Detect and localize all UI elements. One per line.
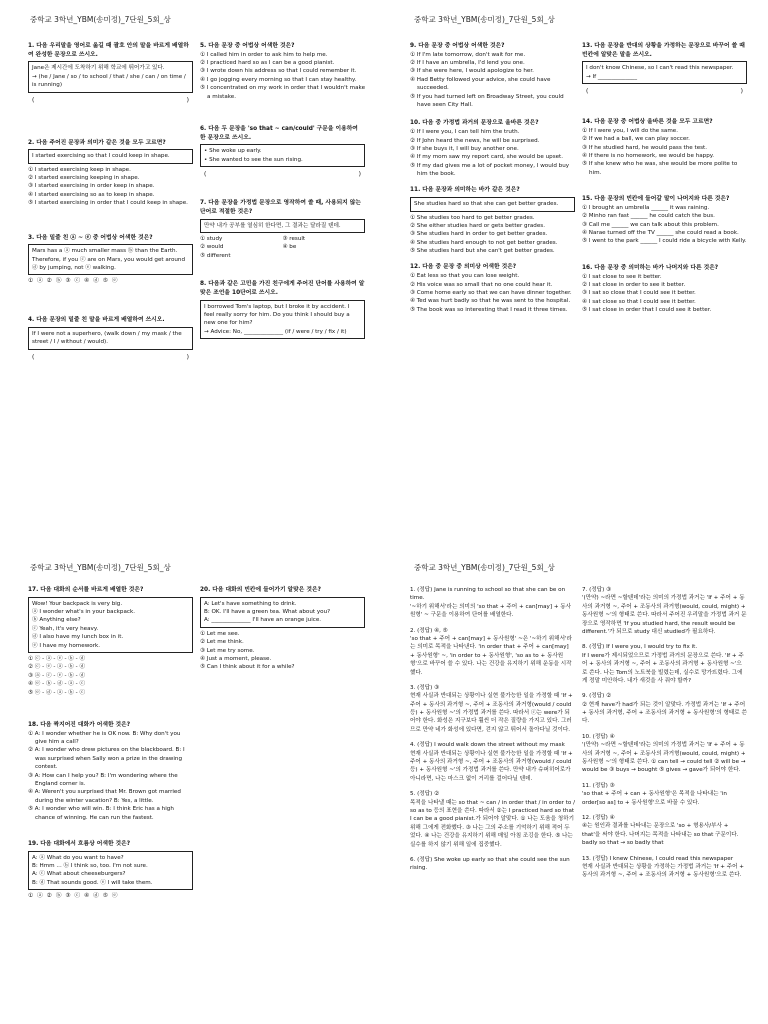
question-9: 9. 다음 문장 중 어법상 어색한 것은? ① If I'm late tomorrow, don't wait for me. ② If I have an umbrella, I'd lend you one. ③ If she were here, I would apologize to her. ④ Had Betty followed your advice, she could have succeeded. ⑤ If you had turned left on Broadway Street, you could have seen City Hall. [410, 43, 564, 109]
page-header: 중학교 3학년_YBM(송미정)_7단원_5회_상 [30, 15, 171, 24]
question-3: 3. 다음 밑줄 친 ⓐ ~ ⓔ 중 어법상 어색한 것은? Mars has a ⓐ much smaller mass ⓑ than the Earth. Therefore, if you ⓒ are on Mars, you would get around ⓓ by jumping, not ⓔ walking. ① ⓐ ② ⓑ ③ ⓒ ④ ⓓ ⑤ ⓔ [28, 234, 193, 287]
question-18: 18. 다음 짝지어진 대화가 어색한 것은? ① A: I wonder whether he is OK now. B: Why don't you give him a call? ② A: I wonder who drew pictures on the blackboard. B: I was surprised when Sally won a prize in the drawing contest. ③ A: How can I help you? B: I'm wondering where the England corner is. ④ A: Weren't you surprised that Mr. Brown got married during the winter vacation? B: Yes, a little. ⑤ A: I wonder who will win. B: I think Eric has a high chance of winning. He can run the fastest. [28, 721, 185, 821]
column-right [200, 586, 365, 678]
question-13: 13. 다음 문장을 반대의 상황을 가정하는 문장으로 바꾸어 쓸 때 빈칸에 알맞은 말을 쓰시오. I don't know Chinese, so I can't read this newspaper. → If ______________ ( ) [582, 42, 747, 96]
answer-3: 3. (정답) ③ 현재 사실과 반대되는 상황이나 실현 불가능한 일을 가정할 때 'If + 주어 + 동사의 과거형 ~, 주어 + 조동사의 과거형(would / could 등) + 동사원형 ~'의 가정법 과거를 쓴다. 따라서 ⓒ는 were가 되어야 한다. 화성은 지구보다 훨씬 더 작은 질량을 가지고 있다. 그러므로 만약 네가 화성에 있다면, 걷지 않고 뛰어서 돌아다닐 것이다. [410, 684, 573, 733]
page-header: 중학교 3학년_YBM(송미정)_7단원_5회_상 [414, 563, 555, 572]
page-2 [384, 0, 768, 512]
answers-left [410, 586, 575, 880]
question-15: 15. 다음 문장의 빈칸에 들어갈 말이 나머지와 다른 것은? ① I brought an umbrella ______ it was raining. ② Minho ran fast ______ he could catch the bus. ③ Call me ______ we can talk about this problem. ④ Narae turned off the TV ______ she could read a book. ⑤ I went to the park ______ I could ride a bicycle with Kelly. [582, 196, 747, 245]
question-2: 2. 다음 주어진 문장과 의미가 같은 것을 모두 고르면? I started exercising so that I could keep in shape. ① I started exercising keep in shape. ② I started exercising keeping in shape. ③ I started exercising in order keep in shape. ④ I started exercising so as to keep in shape. ⑤ I started exercising in order that I could keep in shape. [28, 139, 193, 208]
answer-4: 4. (정답) I would walk down the street without my mask 현재 사실과 반대되는 상황이나 실현 불가능한 일을 가정할 때 'If + 주어 + 동사의 과거형 ~, 주어 + 조동사의 과거형(would / could 등) + 동사원형 ~'의 가정법 과거를 쓴다. 만약 내가 슈퍼히어로가 아니라면, 나는 마스크 없이 거리를 걸어다닐 텐데. [410, 742, 573, 782]
column-right [200, 42, 365, 345]
answer-5: 5. (정답) ② 목적을 나타낼 때는 so that ~ can / in order that / in order to / so as to 등의 표현을 쓴다. 따라서 ②는 I practiced hard so that I can be a good pianist.가 되어야 알맞다. ① 나는 도움을 청하기 위해 그에게 전화했다. ③ 나는 그의 주소를 기억하기 위해 적어 두었다. ④ 나는 건강을 유지하기 위해 매일 아침 조깅을 한다. ⑤ 나는 실수를 하지 않기 위해 일에 집중했다. [410, 791, 575, 848]
answer-10: 10. (정답) ④ '(만약) ~라면 ~할텐데'라는 의미의 가정법 과거는 'If + 주어 + 동사의 과거형 ~, 주어 + 조동사의 과거형(would, could, might) + 동사원형 ~'의 형태로 쓴다. ① can tell → could tell ② will be → would be ③ buys → bought ⑤ gives → gave가 되어야 한다. [582, 733, 746, 774]
answer-1: 1. (정답) Jane is running to school so that she can be on time. '~하기 위해서'라는 의미의 'so that + 주어 + can[may] + 동사원형' ~ 구문을 이용하여 단어를 배열한다. [410, 587, 572, 619]
page-header: 중학교 3학년_YBM(송미정)_7단원_5회_상 [30, 563, 171, 572]
column-right [582, 42, 747, 320]
answer-12: 12. (정답) ④ ④는 원인과 결과를 나타내는 문장으로 'so + 형용사/부사 + that'을 써야 한다. 나머지는 목적을 나타내는 so that 구문이다. badly so that → so badly that [582, 814, 739, 847]
page-3 [0, 512, 384, 1024]
answer-9: 9. (정답) ② ② 현재 have가 had가 되는 것이 알맞다. 가정법 과거는 'If + 주어 + 동사의 과거형, 주어 + 조동사의 과거형 + 동사원형'의 형태로 쓴다. [582, 693, 747, 725]
column-left [410, 42, 575, 320]
question-19: 19. 다음 대화에서 흐름상 어색한 것은? A: ⓐ What do you want to have? B: Hmm ... ⓑ I think so, too. I'm not sure. A: ⓒ What about cheeseburgers? B: ⓓ That sounds good. ⓔ I will take them. ① ⓐ ② ⓑ ③ ⓒ ④ ⓓ ⑤ ⓔ [28, 840, 193, 901]
question-17: 17. 다음 대화의 순서를 바르게 배열한 것은? Wow! Your backpack is very big. ⓐ I wonder what's in your backpack. ⓑ Anything else? ⓒ Yeah, it's very heavy. ⓓ I also have my lunch box in it. ⓔ I have my homework. ① ⓒ - ⓐ - ⓔ - ⓑ - ⓓ ② ⓒ - ⓔ - ⓐ - ⓑ - ⓓ ③ ⓐ - ⓒ - ⓔ - ⓑ - ⓓ ④ ⓔ - ⓑ - ⓓ - ⓐ - ⓒ ⑤ ⓔ - ⓓ - ⓐ - ⓑ - ⓒ [28, 586, 193, 697]
question-10: 10. 다음 중 가정법 과거의 문장으로 올바른 것은? ① If I were you, I can tell him the truth. ② If John heard the news, he will be surprised. ③ If she buys it, I will buy another one. ④ If my mom saw my report card, she would be upset. ⑤ If my dad gives me a lot of pocket money, I would buy him the book. [410, 120, 570, 178]
answers-right [582, 586, 747, 887]
answer-2: 2. (정답) ④, ⑤ 'so that + 주어 + can[may] + 동사원형' ~은 '~하기 위해서'라는 의미로 목적을 나타낸다. 'in order that + 주어 + can[may] + 동사원형' ~, 'in order to + 동사원형', 'so as to + 동사원형'으로 바꾸어 쓸 수 있다. 나는 건강을 유지하기 위해 운동을 시작했다. [410, 627, 572, 676]
page-header: 중학교 3학년_YBM(송미정)_7단원_5회_상 [414, 15, 555, 24]
answer-13: 13. (정답) I knew Chinese, I could read this newspaper 현재 사실과 반대되는 상황을 가정하는 가정법 과거는 'If + 주어 + 동사의 과거형 ~, 주어 + 조동사의 과거형 + 동사원형'으로 쓴다. [582, 855, 744, 879]
page-4-answers [384, 512, 768, 1024]
answer-7: 7. (정답) ③ '(만약) ~라면 ~할텐데'라는 의미의 가정법 과거는 'If + 주어 + 동사의 과거형 ~, 주어 + 조동사의 과거형(would, could, might) + 동사원형 ~'의 형태로 쓴다. 따라서 주어진 우리말을 가정법 과거 문장으로 영작하면 'If you studied hard, the result would be different.'가 되므로 study 대신 studied가 필요하다. [582, 587, 747, 635]
question-7: 7. 다음 문장을 가정법 문장으로 영작하여 쓸 때, 사용되지 않는 단어로 적절한 것은? 만약 내가 공부를 열심히 한다면, 그 결과는 달라질 텐데. ① study ③ result ② would ④ be ⑤ different [200, 199, 365, 260]
question-1: 1. 다음 우리말을 영어로 옮길 때 괄호 안의 말을 바르게 배열하여 완성한 문장으로 쓰시오. Jane은 제시간에 도착하기 위해 학교에 뛰어가고 있다. → (he / Jane / so / to school / that / she / can / on time / is running) ( ) [28, 42, 193, 105]
question-5: 5. 다음 문장 중 어법상 어색한 것은? ① I called him in order to ask him to help me. ② I practiced hard so as I can be a good pianist. ③ I wrote down his address so that I could remember it. ④ I go jogging every morning so that I can stay healthy. ⑤ I concentrated on my work in order that I wouldn't make a mistake. [200, 43, 366, 100]
answer-11: 11. (정답) ③ 'so that + 주어 + can + 동사원형'은 목적을 나타내는 'in order[so as] to + 동사원형'으로 바꿀 수 있다. [582, 782, 727, 806]
question-16: 16. 다음 문장 중 의미하는 바가 나머지와 다른 것은? ① I sat close to see it better. ② I sat close in order to see it better. ③ I sat so close that I could see it better. ④ I sat close so that I could see it better. ⑤ I sat close in order that I could see it better. [582, 264, 719, 314]
question-4: 4. 다음 문장의 밑줄 친 말을 바르게 배열하여 쓰시오. If I were not a superhero, (walk down / my mask / the street / I / without / would). ( ) [28, 316, 193, 361]
question-6: 6. 다음 두 문장을 'so that ~ can/could' 구문을 이용하여 한 문장으로 쓰시오. • She woke up early. • She wanted to see the sun rising. ( ) [200, 125, 365, 179]
page-1 [0, 0, 384, 512]
answer-8: 8. (정답) If I were you, I would try to fix it. If I were가 제시되었으므로 가정법 과거의 문장으로 쓴다. 'If + 주어 + 동사의 과거형 ~, 주어 + 조동사의 과거형 + 동사원형 ~'으로 쓴다. 나는 Tom의 노트북을 빌렸는데, 실수로 망가뜨렸다. 그에게 정말 미안하다. 내가 새것을 사 줘야 할까? [582, 644, 744, 684]
column-left [28, 586, 193, 907]
question-11: 11. 다음 문장과 의미하는 바가 같은 것은? She studies hard so that she can get better grades. ① She studies too hard to get better grades. ② She either studies hard or gets better grades. ③ She studies hard in order to get better grades. ④ She studies hard enough to not get better grades. ⑤ She studies hard but she can't get better grades. [410, 186, 575, 255]
question-12: 12. 다음 중 문장 중 의미상 어색한 것은? ① Eat less so that you can lose weight. ② His voice was so small that no one could hear it. ③ Come home early so that we can have dinner together. ④ Ted was hurt badly so that he was sent to the hospital. ⑤ The book was so interesting that I read it three times. [410, 264, 572, 313]
question-14: 14. 다음 문장 중 어법상 올바른 것을 모두 고르면? ① If I were you, I will do the same. ② If we had a ball, we can play soccer. ③ If he studied hard, he would pass the test. ④ If there is no homework, we would be happy. ⑤ If she knew who he was, she would be more polite to him. [582, 119, 738, 176]
question-8: 8. 다음과 같은 고민을 가진 친구에게 주어진 단어를 사용하여 알맞은 조언을 10단어로 쓰시오. I borrowed Tom's laptop, but I broke it by accident. I feel really sorry for him. Do you think I should buy a new one for him? → Advice: No, ______________ (if / were / try / fix / it) [200, 280, 365, 339]
column-left [28, 42, 193, 368]
question-20: 20. 다음 대화의 빈칸에 들어가기 알맞은 것은? A: Let's have something to drink. B: OK. I'll have a green tea. What about you? A: ______________ I'll have an orange juice. ① Let me see. ② Let me think. ③ Let me try some. ④ Just a moment, please. ⑤ Can I think about it for a while? [200, 586, 365, 672]
answer-6: 6. (정답) She woke up early so that she could see the sun rising. [410, 856, 570, 872]
